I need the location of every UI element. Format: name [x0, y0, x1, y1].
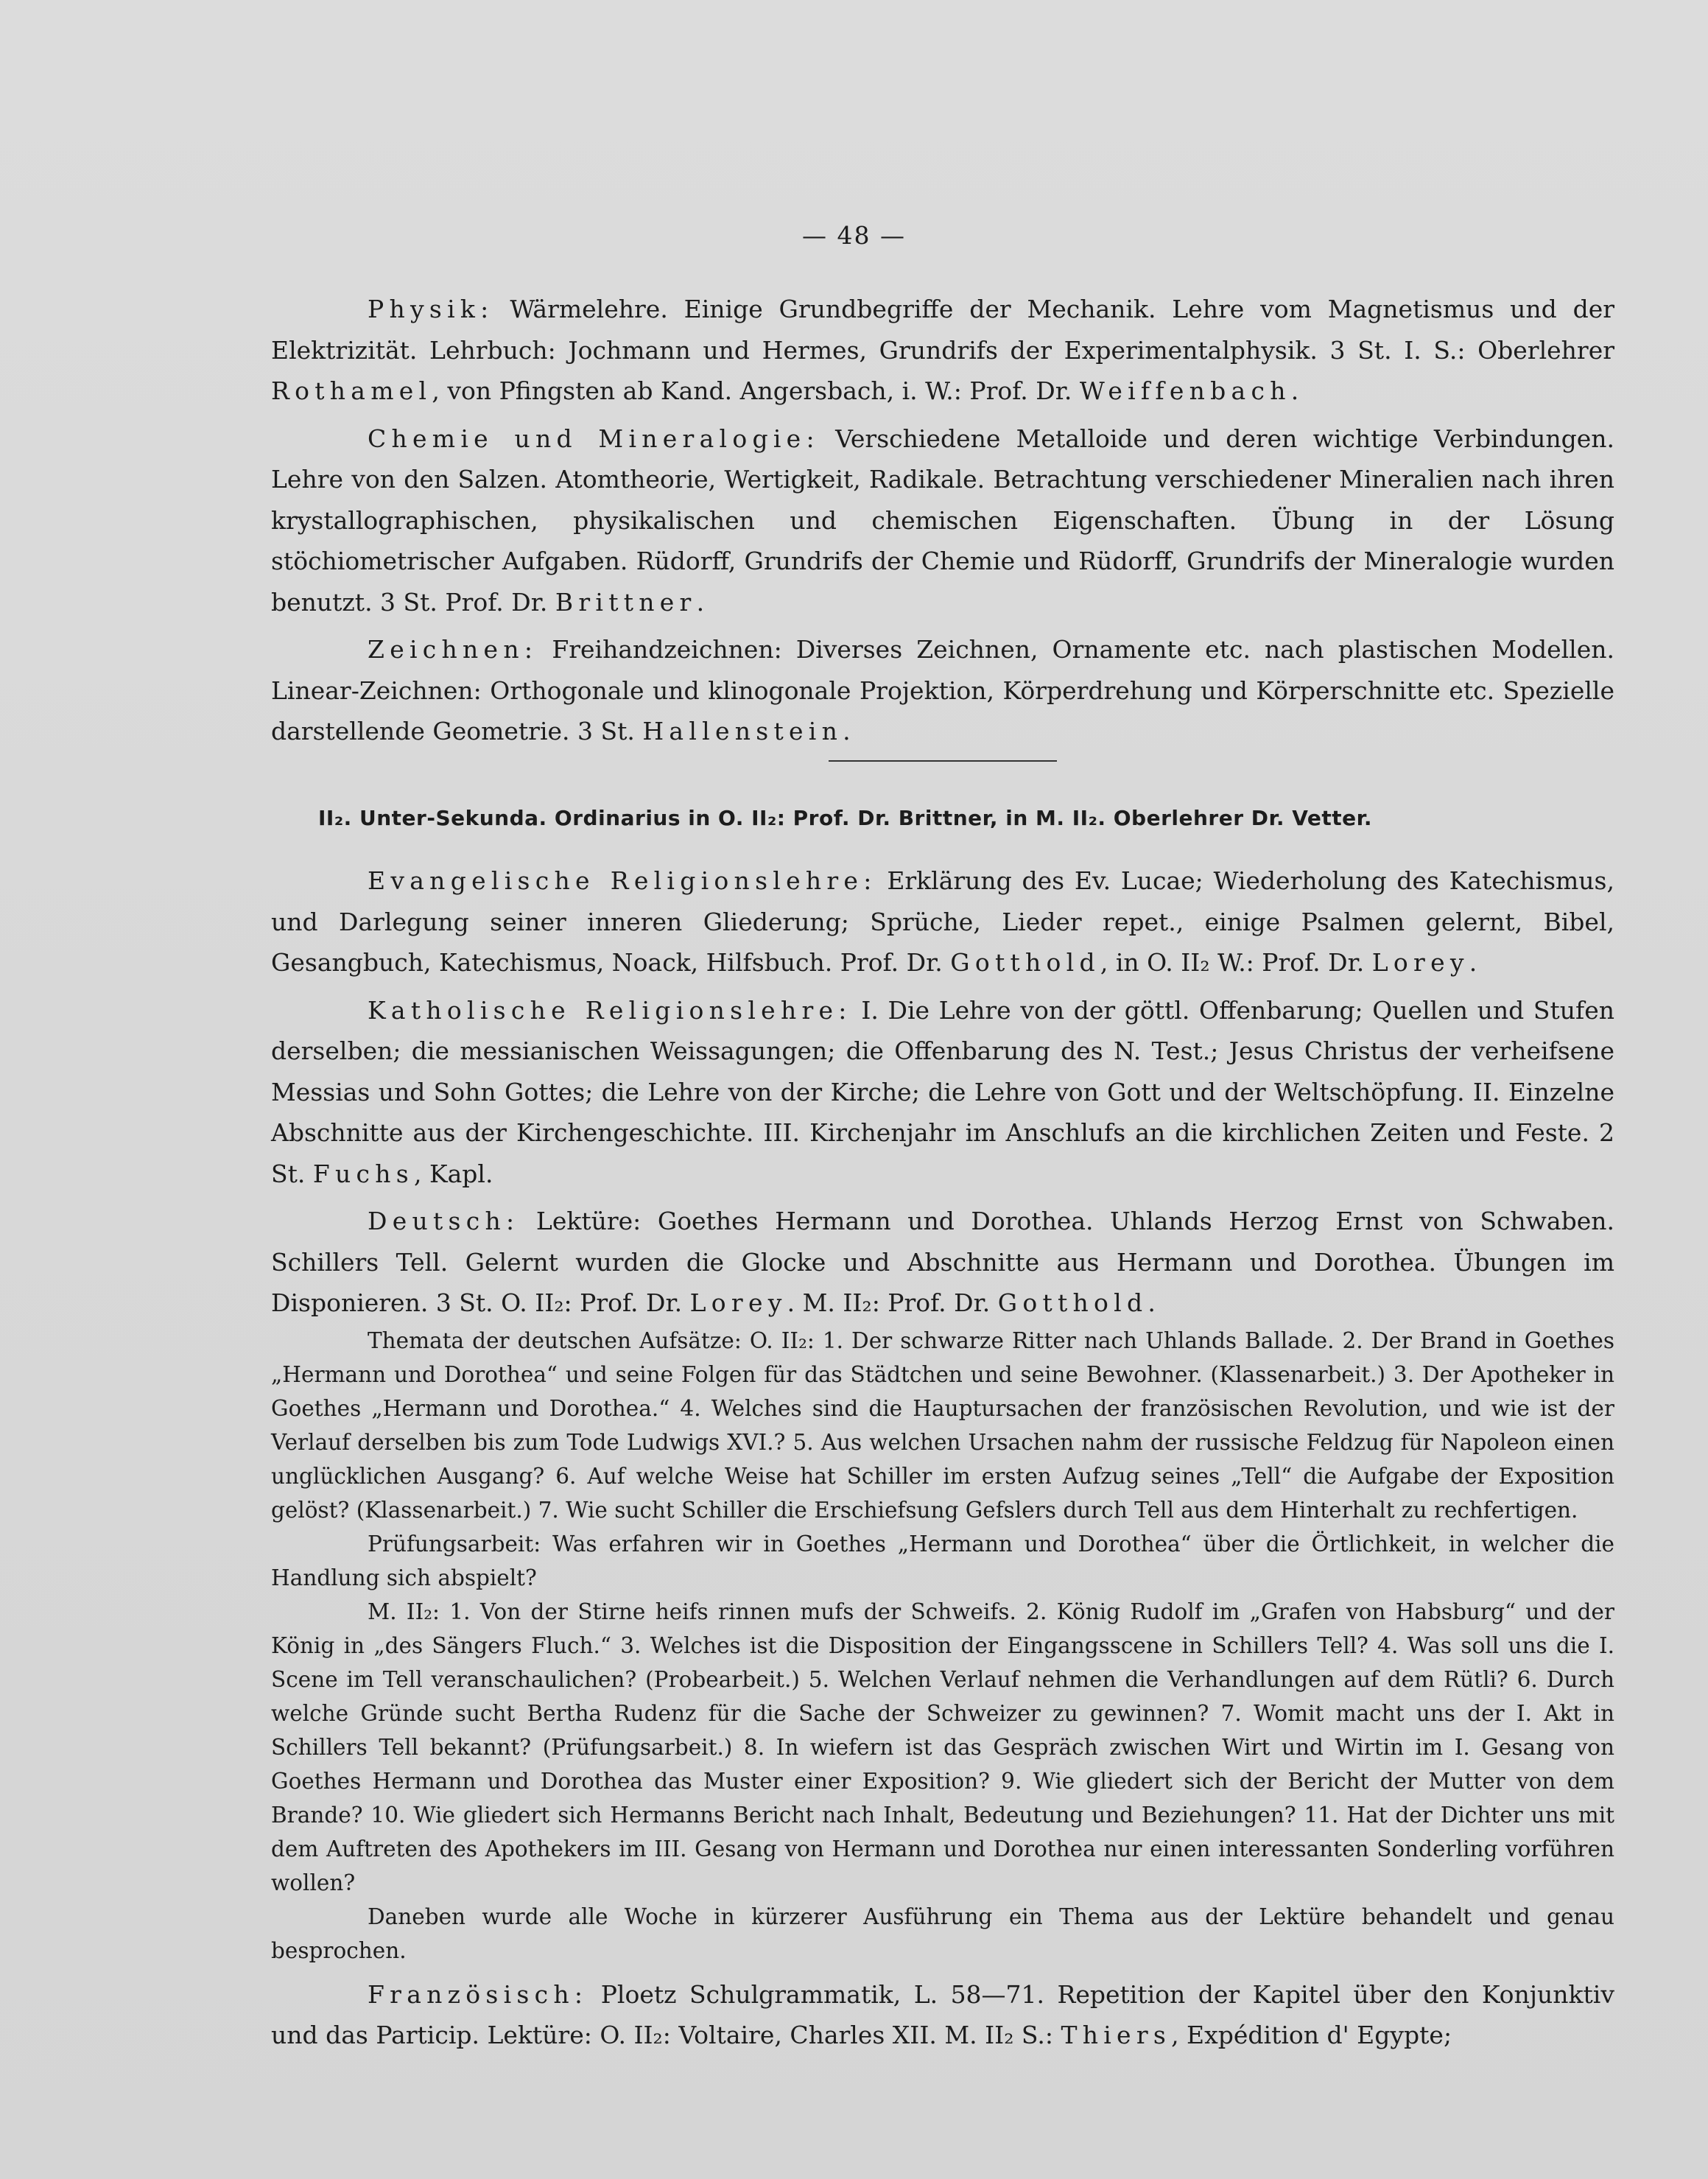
paragraph-katholisch: Katholische Religionslehre: I. Die Lehre von der göttl. Offenbarung; Quellen und Stufen derselben; die messianischen Weissagungen; die Offenbarung des N. Test.; Jesus Christus der verheifsene Messias und Sohn Gottes; die Lehre von der Kirche; die Lehre von Gott und der Weltschöpfung. II. Einzelne Abschnitte aus der Kirchengeschichte. III. Kirchenjahr im Anschlufs an die kirchlichen Zeiten und Feste. 2 St. Fuchs, Kapl.: [271, 995, 1615, 1188]
paragraph-m-themata: M. II₂: 1. Von der Stirne heifs rinnen mufs der Schweifs. 2. König Rudolf im „Grafen von Habsburg“ und der König in „des Sängers Fluch.“ 3. Welches ist die Disposition der Eingangsscene in Schillers Tell? 4. Was soll uns die I. Scene im Tell veranschaulichen? (Probearbeit.) 5. Welchen Verlauf nehmen die Verhandlungen auf dem Rütli? 6. Durch welche Gründe sucht Bertha Rudenz für die Sache der Schweizer zu gewinnen? 7. Womit macht uns der I. Akt in Schillers Tell bekannt? (Prüfungsarbeit.) 8. In wiefern ist das Gespräch zwischen Wirt und Wirtin im I. Gesang von Goethes Hermann und Dorothea das Muster einer Exposition? 9. Wie gliedert sich der Bericht der Mutter von dem Brande? 10. Wie gliedert sich Hermanns Bericht nach Inhalt, Bedeutung und Beziehungen? 11. Hat der Dichter uns mit dem Auftreten des Apothekers im III. Gesang von Hermann und Dorothea nur einen interessanten Sonderling vorführen wollen?: [271, 1599, 1614, 1895]
paragraph-themata: Themata der deutschen Aufsätze: O. II₂: 1. Der schwarze Ritter nach Uhlands Ballade. 2. Der Brand in Goethes „Hermann und Dorothea“ und seine Folgen für das Städtchen und seine Bewohner. (Klassenarbeit.) 3. Der Apotheker in Goethes „Hermann und Dorothea.“ 4. Welches sind die Hauptursachen der französischen Revolution, und wie ist der Verlauf derselben bis zum Tode Ludwigs XVI.? 5. Aus welchen Ursachen nahm der russische Feldzug für Napoleon einen unglücklichen Ausgang? 6. Auf welche Weise hat Schiller im ersten Aufzug seines „Tell“ die Aufgabe der Exposition gelöst? (Klassenarbeit.) 7. Wie sucht Schiller die Erschiefsung Gefslers durch Tell aus dem Hinterhalt zu rechfertigen.: [271, 1327, 1614, 1523]
paragraph-pruefungsarbeit: Prüfungsarbeit: Was erfahren wir in Goethes „Hermann und Dorothea“ über die Örtlichkeit, in welcher die Handlung sich abspielt?: [271, 1531, 1614, 1590]
teacher-name: Thiers: [1061, 2021, 1172, 2049]
teacher-name: Lorey: [1371, 948, 1469, 977]
paragraph-zeichnen: Zeichnen: Freihandzeichnen: Diverses Zeichnen, Ornamente etc. nach plastischen Modellen. Linear-Zeichnen: Orthogonale und klinogonale Projektion, Körperdrehung und Körperschnitte etc. Spezielle darstellende Geometrie. 3 St. Hallenstein.: [271, 635, 1614, 745]
teacher-name: Gotthold: [950, 948, 1100, 977]
teacher-name: Lorey: [689, 1288, 787, 1317]
teacher-name: Weiffenbach: [1079, 376, 1291, 405]
section-heading-untersekunda: II₂. Unter-Sekunda. Ordinarius in O. II₂: Prof. Dr. Brittner, in M. II₂. Oberlehrer Dr. Vetter.: [318, 806, 1373, 830]
subject-label-deutsch: Deutsch:: [368, 1207, 520, 1235]
subject-label-franzoesisch: Französisch:: [368, 1979, 588, 2009]
subject-label-evangelisch: Evangelische Religionslehre:: [368, 866, 877, 895]
teacher-name: Fuchs: [312, 1159, 414, 1188]
paragraph-evangelisch: Evangelische Religionslehre: Erklärung des Ev. Lucae; Wiederholung des Katechismus, und Darlegung seiner inneren Gliederung; Sprüche, Lieder repet., einige Psalmen gelernt, Bibel, Gesangbuch, Katechismus, Noack, Hilfsbuch. Prof. Dr. Gotthold, in O. II₂ W.: Prof. Dr. Lorey.: [271, 866, 1614, 977]
teacher-name: Brittner: [555, 587, 697, 617]
teacher-name: Hallenstein: [642, 717, 843, 745]
subject-label-katholisch: Katholische Religionslehre:: [368, 995, 852, 1025]
subject-label-chemie: Chemie und Mineralogie:: [368, 424, 820, 453]
section-untersekunda: [271, 860, 1614, 2056]
paragraph-deutsch: Deutsch: Lektüre: Goethes Hermann und Dorothea. Uhlands Herzog Ernst von Schwaben. Schillers Tell. Gelernt wurden die Glocke und Abschnitte aus Hermann und Dorothea. Übungen im Disponieren. 3 St. O. II₂: Prof. Dr. Lorey. M. II₂: Prof. Dr. Gotthold.: [271, 1207, 1614, 1317]
section-divider: [829, 760, 1057, 762]
page-number: — 48 —: [802, 221, 906, 250]
paragraph-physik: Physik: Wärmelehre. Einige Grundbegriffe der Mechanik. Lehre vom Magnetismus und der Elektrizität. Lehrbuch: Jochmann und Hermes, Grundrifs der Experimentalphysik. 3 St. I. S.: Oberlehrer Rothamel, von Pfingsten ab Kand. Angersbach, i. W.: Prof. Dr. Weiffenbach.: [271, 295, 1615, 405]
paragraph-franzoesisch: Französisch: Ploetz Schulgrammatik, L. 58—71. Repetition der Kapitel über den Konjunktiv und das Particip. Lektüre: O. II₂: Voltaire, Charles XII. M. II₂ S.: Thiers, Expédition d' Egypte;: [271, 1979, 1614, 2049]
subject-label-physik: Physik:: [368, 295, 494, 323]
paragraph-chemie: Chemie und Mineralogie: Verschiedene Metalloide und deren wichtige Verbindungen. Lehre von den Salzen. Atomtheorie, Wertigkeit, Radikale. Betrachtung verschiedener Mineralien nach ihren krystallographischen, physikalischen und chemischen Eigenschaften. Übung in der Lösung stöchiometrischer Aufgaben. Rüdorff, Grundrifs der Chemie und Rüdorff, Grundrifs der Mineralogie wurden benutzt. 3 St. Prof. Dr. Brittner.: [271, 424, 1614, 617]
teacher-name: Rothamel: [271, 376, 432, 405]
teacher-name: Gotthold: [997, 1288, 1148, 1317]
paragraph-daneben: Daneben wurde alle Woche in kürzerer Ausführung ein Thema aus der Lektüre behandelt und genau besprochen.: [271, 1903, 1614, 1963]
subject-label-zeichnen: Zeichnen:: [368, 635, 538, 664]
section-obersekunda-continued: [271, 289, 1614, 752]
